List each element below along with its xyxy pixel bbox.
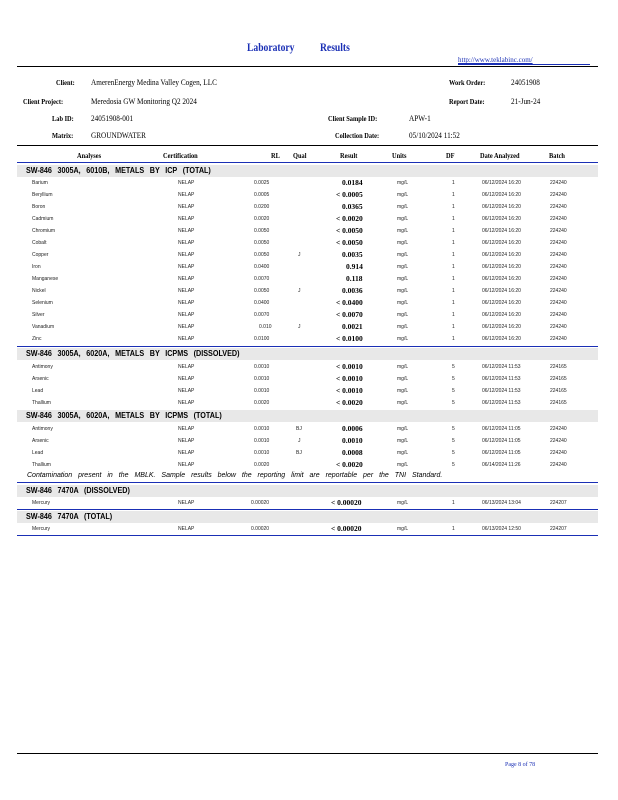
- report-title-right: Results: [320, 40, 350, 54]
- report-title-left: Laboratory: [247, 40, 295, 54]
- page-number: Page 8 of 78: [505, 762, 536, 768]
- table-row: Antimony NELAP 0.0010 BJ 0.0006 mg/L 5 06/12/2024 11:05 224240: [32, 424, 567, 433]
- client-label: Client:: [56, 78, 75, 87]
- report-date-value: 21-Jun-24: [511, 96, 541, 106]
- report-date-label: Report Date:: [449, 97, 485, 106]
- client-project-label: Client Project:: [23, 97, 64, 106]
- section-rule: [17, 535, 598, 536]
- table-row: Arsenic NELAP 0.0010 < 0.0010 mg/L 5 06/12/2024 11:53 224165: [32, 374, 567, 383]
- lab-url-link[interactable]: http://www.teklabinc.com/: [458, 56, 533, 64]
- lab-id-label: Lab ID:: [52, 114, 74, 123]
- table-row: Thallium NELAP 0.0020 < 0.0020 mg/L 5 06/12/2024 11:53 224165: [32, 398, 567, 407]
- section-header: SW-846 7470A (TOTAL): [17, 511, 598, 523]
- table-row: Boron NELAP 0.0200 0.0365 mg/L 1 06/12/2024 16:20 224240: [32, 202, 567, 211]
- col-batch: Batch: [549, 151, 565, 160]
- table-row: Silver NELAP 0.0070 < 0.0070 mg/L 1 06/12/2024 16:20 224240: [32, 310, 567, 319]
- section-header: SW-846 3005A, 6010B, METALS BY ICP (TOTAL): [17, 165, 598, 177]
- table-row: Cadmium NELAP 0.0020 < 0.0020 mg/L 1 06/12/2024 16:20 224240: [32, 214, 567, 223]
- contamination-note: Contamination present in the MBLK. Sample results below the reporting limit are reportable per the TNI Standard.: [27, 472, 443, 479]
- col-units: Units: [392, 151, 407, 160]
- col-certification: Certification: [163, 151, 198, 160]
- table-row: Chromium NELAP 0.0050 < 0.0050 mg/L 1 06/12/2024 16:20 224240: [32, 226, 567, 235]
- client-sample-id-value: APW-1: [409, 113, 431, 123]
- table-row: Thallium NELAP 0.0020 < 0.0020 mg/L 5 06/14/2024 11:26 224240: [32, 460, 567, 469]
- table-row: Selenium NELAP 0.0400 < 0.0400 mg/L 1 06/12/2024 16:20 224240: [32, 298, 567, 307]
- table-row: Lead NELAP 0.0010 BJ 0.0008 mg/L 5 06/12/2024 11:05 224240: [32, 448, 567, 457]
- client-value: AmerenEnergy Medina Valley Cogen, LLC: [91, 77, 217, 87]
- info-rule: [17, 145, 598, 146]
- work-order-value: 24051908: [511, 77, 540, 87]
- col-df: DF: [446, 151, 455, 160]
- lab-id-value: 24051908-001: [91, 113, 134, 123]
- table-row: Zinc NELAP 0.0100 < 0.0100 mg/L 1 06/12/2024 16:20 224240: [32, 334, 567, 343]
- col-analyses: Analyses: [77, 151, 102, 160]
- column-header-rule: [17, 162, 598, 163]
- section-header: SW-846 3005A, 6020A, METALS BY ICPMS (DISSOLVED): [17, 348, 598, 360]
- section-header: SW-846 7470A (DISSOLVED): [17, 485, 598, 497]
- header-rule: [17, 66, 598, 67]
- col-result: Result: [340, 151, 358, 160]
- section-rule: [17, 509, 598, 510]
- section-header: SW-846 3005A, 6020A, METALS BY ICPMS (TOTAL): [17, 410, 598, 422]
- section-rule: [17, 482, 598, 483]
- footer-rule: [17, 753, 598, 754]
- collection-date-value: 05/10/2024 11:52: [409, 130, 460, 140]
- table-row: Iron NELAP 0.0400 0.914 mg/L 1 06/12/2024 16:20 224240: [32, 262, 567, 271]
- matrix-value: GROUNDWATER: [91, 130, 146, 140]
- table-row: Nickel NELAP 0.0050 J 0.0036 mg/L 1 06/12/2024 16:20 224240: [32, 286, 567, 295]
- client-project-value: Meredosia GW Monitoring Q2 2024: [91, 96, 197, 106]
- section-rule: [17, 346, 598, 347]
- table-row: Lead NELAP 0.0010 < 0.0010 mg/L 5 06/12/2024 11:53 224165: [32, 386, 567, 395]
- table-row: Antimony NELAP 0.0010 < 0.0010 mg/L 5 06/12/2024 11:53 224165: [32, 362, 567, 371]
- table-row: Arsenic NELAP 0.0010 J 0.0010 mg/L 5 06/12/2024 11:05 224240: [32, 436, 567, 445]
- collection-date-label: Collection Date:: [335, 131, 380, 140]
- table-row: Mercury NELAP 0.00020 < 0.00020 mg/L 1 06/13/2024 13:04 224207: [32, 498, 567, 507]
- table-row: Mercury NELAP 0.00020 < 0.00020 mg/L 1 06/13/2024 12:50 224207: [32, 524, 567, 533]
- table-row: Vanadium NELAP 0.010 J 0.0021 mg/L 1 06/12/2024 16:20 224240: [32, 322, 567, 331]
- table-row: Manganese NELAP 0.0070 0.118 mg/L 1 06/12/2024 16:20 224240: [32, 274, 567, 283]
- table-row: Copper NELAP 0.0050 J 0.0035 mg/L 1 06/12/2024 16:20 224240: [32, 250, 567, 259]
- table-row: Barium NELAP 0.0025 0.0184 mg/L 1 06/12/2024 16:20 224240: [32, 178, 567, 187]
- table-row: Cobalt NELAP 0.0050 < 0.0050 mg/L 1 06/12/2024 16:20 224240: [32, 238, 567, 247]
- table-row: Beryllium NELAP 0.0005 < 0.0005 mg/L 1 06/12/2024 16:20 224240: [32, 190, 567, 199]
- col-rl: RL: [271, 151, 280, 160]
- col-qual: Qual: [293, 151, 307, 160]
- work-order-label: Work Order:: [449, 78, 486, 87]
- col-date-analyzed: Date Analyzed: [480, 151, 520, 160]
- client-sample-id-label: Client Sample ID:: [328, 114, 378, 123]
- matrix-label: Matrix:: [52, 131, 74, 140]
